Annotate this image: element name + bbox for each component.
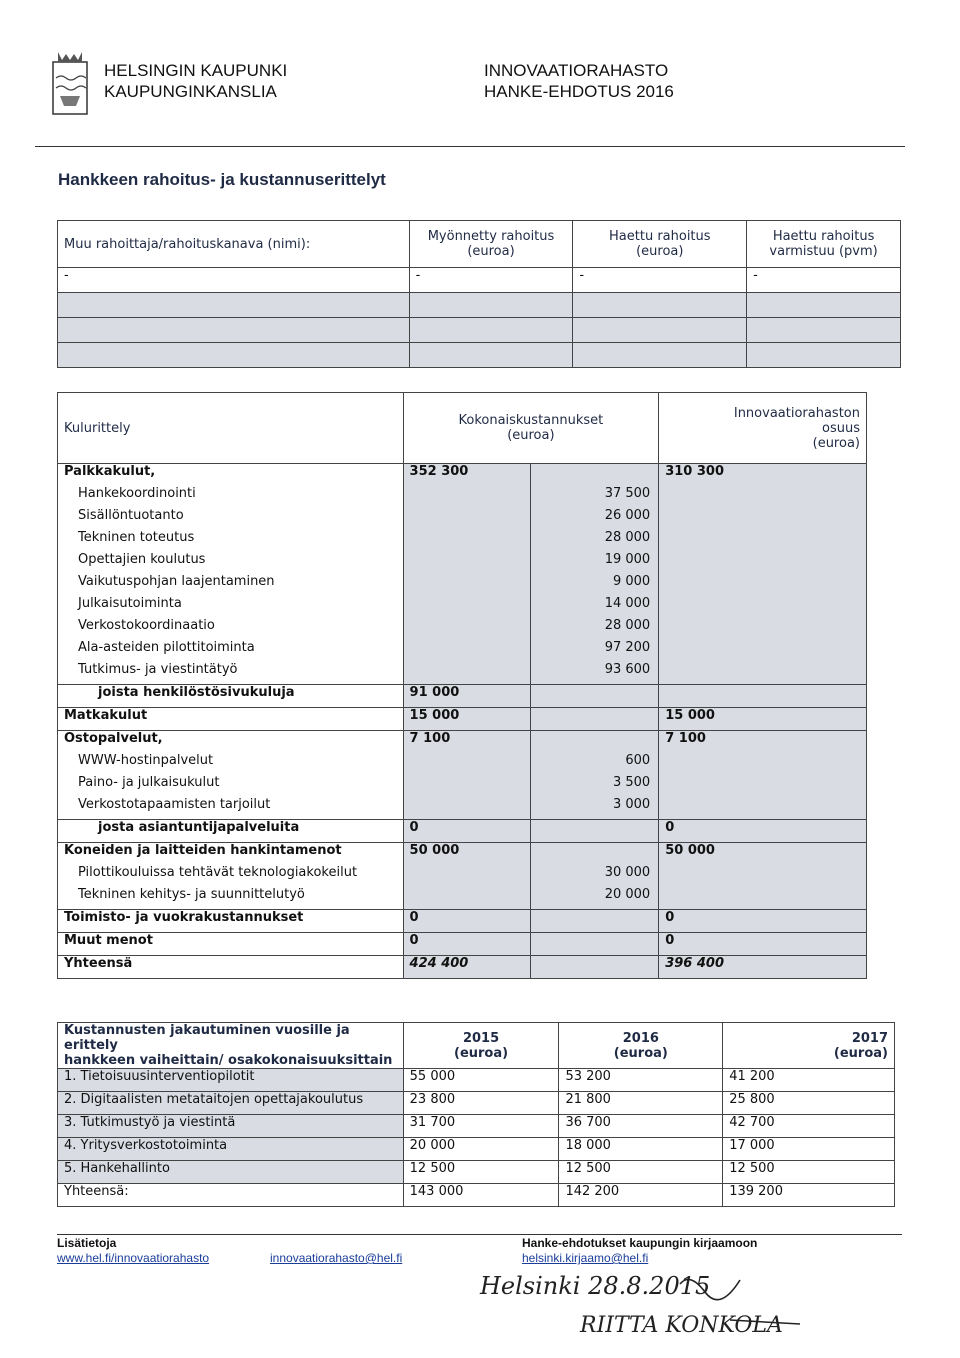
cost-total <box>403 797 531 820</box>
funding-cell: - <box>409 268 573 293</box>
cost-share: 310 300 <box>659 464 867 487</box>
cost-total <box>403 574 531 596</box>
email-link[interactable]: innovaatiorahasto@hel.fi <box>270 1251 403 1265</box>
funding-cell <box>573 293 747 318</box>
cost-subitem <box>531 731 659 754</box>
cost-total <box>403 530 531 552</box>
cost-row <box>58 574 867 596</box>
cost-subitem <box>531 933 659 956</box>
funding-cell <box>747 343 901 368</box>
yearly-value: 42 700 <box>723 1115 895 1138</box>
helsinki-crest-icon <box>52 48 88 118</box>
org-name: HELSINGIN KAUPUNKI KAUPUNGINKANSLIA <box>104 61 288 101</box>
yearly-value: 12 500 <box>559 1161 723 1184</box>
cost-row <box>58 640 867 662</box>
cost-row <box>58 685 867 708</box>
cost-label: Hankekoordinointi <box>58 486 404 508</box>
cost-label: josta asiantuntijapalveluita <box>58 820 404 843</box>
cost-total <box>403 887 531 910</box>
cost-label: Toimisto- ja vuokrakustannukset <box>58 910 404 933</box>
cost-label: Tutkimus- ja viestintätyö <box>58 662 404 685</box>
cost-share: 50 000 <box>659 843 867 866</box>
cost-subitem: 30 000 <box>531 865 659 887</box>
cost-share <box>659 596 867 618</box>
cost-total <box>403 775 531 797</box>
cost-subitem: 37 500 <box>531 486 659 508</box>
page-title: Hankkeen rahoitus- ja kustannuserittelyt <box>58 170 386 189</box>
year-header: 2017 (euroa) <box>723 1023 895 1069</box>
year-header: 2015 (euroa) <box>403 1023 559 1069</box>
svg-text:Helsinki 28.8.2015: Helsinki 28.8.2015 <box>480 1272 711 1300</box>
funding-row <box>58 293 901 318</box>
funding-cell <box>747 318 901 343</box>
yearly-value: 17 000 <box>723 1138 895 1161</box>
cost-subitem: 14 000 <box>531 596 659 618</box>
cost-row <box>58 464 867 487</box>
yearly-value: 139 200 <box>723 1184 895 1207</box>
registry-email-link[interactable]: helsinki.kirjaamo@hel.fi <box>522 1251 649 1265</box>
cost-share <box>659 530 867 552</box>
yearly-value: 18 000 <box>559 1138 723 1161</box>
funding-cell: - <box>573 268 747 293</box>
svg-text:RIITTA KONKOLA: RIITTA KONKOLA <box>580 1313 783 1338</box>
funding-cell <box>747 293 901 318</box>
cost-share <box>659 508 867 530</box>
cost-share: 7 100 <box>659 731 867 754</box>
cost-total: 7 100 <box>403 731 531 754</box>
yearly-distribution-table <box>57 1022 895 1207</box>
doc-type: INNOVAATIORAHASTO HANKE-EHDOTUS 2016 <box>484 61 674 101</box>
cost-label: Verkostokoordinaatio <box>58 618 404 640</box>
cost-share <box>659 574 867 596</box>
yearly-value: 23 800 <box>403 1092 559 1115</box>
cost-total: 50 000 <box>403 843 531 866</box>
cost-row <box>58 887 867 910</box>
cost-subitem: 3 000 <box>531 797 659 820</box>
funding-table <box>57 220 901 368</box>
yearly-value: 25 800 <box>723 1092 895 1115</box>
cost-label: Sisällöntuotanto <box>58 508 404 530</box>
yearly-label: 5. Hankehallinto <box>58 1161 404 1184</box>
cost-total <box>403 596 531 618</box>
cost-header-share: Innovaatiorahaston osuus (euroa) <box>659 393 867 464</box>
cost-subitem <box>531 464 659 487</box>
cost-total <box>403 640 531 662</box>
cost-share <box>659 640 867 662</box>
cost-subitem <box>531 820 659 843</box>
funding-cell <box>58 343 410 368</box>
cost-row <box>58 508 867 530</box>
cost-subitem: 20 000 <box>531 887 659 910</box>
cost-row <box>58 865 867 887</box>
cost-total: 0 <box>403 820 531 843</box>
cost-subitem: 97 200 <box>531 640 659 662</box>
cost-subitem <box>531 685 659 708</box>
cost-subitem: 93 600 <box>531 662 659 685</box>
cost-share <box>659 486 867 508</box>
yearly-header-label: Kustannusten jakautuminen vuosille ja erittely hankkeen vaiheittain/ osakokonaisuuksittain <box>58 1023 404 1069</box>
funding-header-cell: Muu rahoittaja/rahoituskanava (nimi): <box>58 221 410 268</box>
cost-subitem <box>531 956 659 979</box>
footer-right-title: Hanke-ehdotukset kaupungin kirjaamoon <box>522 1236 758 1250</box>
cost-total <box>403 552 531 574</box>
yearly-value: 36 700 <box>559 1115 723 1138</box>
yearly-label: 1. Tietoisuusinterventiopilotit <box>58 1069 404 1092</box>
yearly-row <box>58 1115 895 1138</box>
yearly-value: 20 000 <box>403 1138 559 1161</box>
cost-label: Verkostotapaamisten tarjoilut <box>58 797 404 820</box>
cost-share <box>659 685 867 708</box>
cost-subitem: 600 <box>531 753 659 775</box>
cost-header-row <box>58 393 867 464</box>
cost-row <box>58 933 867 956</box>
cost-share <box>659 753 867 775</box>
yearly-row <box>58 1138 895 1161</box>
yearly-row <box>58 1092 895 1115</box>
cost-label: Matkakulut <box>58 708 404 731</box>
cost-label: Tekninen toteutus <box>58 530 404 552</box>
funding-row <box>58 268 901 293</box>
cost-row <box>58 843 867 866</box>
cost-subitem: 26 000 <box>531 508 659 530</box>
yearly-value: 143 000 <box>403 1184 559 1207</box>
funding-header-cell: Haettu rahoitus (euroa) <box>573 221 747 268</box>
cost-label: joista henkilöstösivukuluja <box>58 685 404 708</box>
yearly-value: 12 500 <box>723 1161 895 1184</box>
handwritten-signature <box>470 1262 850 1342</box>
cost-row <box>58 486 867 508</box>
cost-total <box>403 486 531 508</box>
cost-share <box>659 865 867 887</box>
cost-total: 0 <box>403 910 531 933</box>
yearly-value: 53 200 <box>559 1069 723 1092</box>
funding-cell: - <box>747 268 901 293</box>
cost-total: 15 000 <box>403 708 531 731</box>
cost-share <box>659 775 867 797</box>
yearly-header-row <box>58 1023 895 1069</box>
website-link[interactable]: www.hel.fi/innovaatiorahasto <box>57 1251 210 1265</box>
cost-subitem: 28 000 <box>531 618 659 640</box>
cost-share <box>659 618 867 640</box>
footer-divider <box>57 1234 902 1235</box>
cost-total <box>403 662 531 685</box>
cost-total <box>403 753 531 775</box>
cost-total: 0 <box>403 933 531 956</box>
cost-total <box>403 865 531 887</box>
funding-cell <box>409 293 573 318</box>
cost-subitem: 28 000 <box>531 530 659 552</box>
yearly-label: 3. Tutkimustyö ja viestintä <box>58 1115 404 1138</box>
funding-header-cell: Haettu rahoitus varmistuu (pvm) <box>747 221 901 268</box>
yearly-row <box>58 1161 895 1184</box>
yearly-value: 12 500 <box>403 1161 559 1184</box>
header-divider <box>35 146 905 147</box>
yearly-value: 142 200 <box>559 1184 723 1207</box>
cost-label: Ostopalvelut, <box>58 731 404 754</box>
yearly-row <box>58 1184 895 1207</box>
yearly-row <box>58 1069 895 1092</box>
cost-row <box>58 775 867 797</box>
cost-row <box>58 530 867 552</box>
cost-total: 424 400 <box>403 956 531 979</box>
cost-total <box>403 508 531 530</box>
cost-label: WWW-hostinpalvelut <box>58 753 404 775</box>
cost-row <box>58 618 867 640</box>
funding-cell: - <box>58 268 410 293</box>
cost-total: 352 300 <box>403 464 531 487</box>
cost-breakdown-table <box>57 392 867 979</box>
yearly-value: 31 700 <box>403 1115 559 1138</box>
cost-total <box>403 618 531 640</box>
cost-row <box>58 910 867 933</box>
cost-share: 0 <box>659 910 867 933</box>
yearly-label: 4. Yritysverkostotoiminta <box>58 1138 404 1161</box>
cost-share: 0 <box>659 933 867 956</box>
funding-header-cell: Myönnetty rahoitus (euroa) <box>409 221 573 268</box>
cost-row <box>58 662 867 685</box>
cost-share <box>659 662 867 685</box>
cost-header-total: Kokonaiskustannukset (euroa) <box>403 393 659 464</box>
footer-left-title: Lisätietoja <box>57 1236 117 1250</box>
funding-cell <box>573 318 747 343</box>
cost-label: Palkkakulut, <box>58 464 404 487</box>
cost-share: 0 <box>659 820 867 843</box>
funding-cell <box>58 293 410 318</box>
funding-header-row <box>58 221 901 268</box>
cost-label: Paino- ja julkaisukulut <box>58 775 404 797</box>
cost-subitem <box>531 708 659 731</box>
cost-share <box>659 797 867 820</box>
cost-row <box>58 820 867 843</box>
cost-share <box>659 887 867 910</box>
funding-cell <box>409 318 573 343</box>
cost-label: Muut menot <box>58 933 404 956</box>
cost-share <box>659 552 867 574</box>
cost-subitem: 9 000 <box>531 574 659 596</box>
yearly-label: 2. Digitaalisten metataitojen opettajakoulutus <box>58 1092 404 1115</box>
cost-row <box>58 596 867 618</box>
yearly-value: 41 200 <box>723 1069 895 1092</box>
funding-cell <box>409 343 573 368</box>
year-header: 2016 (euroa) <box>559 1023 723 1069</box>
cost-label: Ala-asteiden pilottitoiminta <box>58 640 404 662</box>
cost-header-label: Kulurittely <box>58 393 404 464</box>
cost-subitem: 19 000 <box>531 552 659 574</box>
yearly-value: 55 000 <box>403 1069 559 1092</box>
cost-subitem <box>531 910 659 933</box>
cost-label: Koneiden ja laitteiden hankintamenot <box>58 843 404 866</box>
cost-share: 15 000 <box>659 708 867 731</box>
cost-label: Vaikutuspohjan laajentaminen <box>58 574 404 596</box>
cost-row <box>58 552 867 574</box>
cost-total: 91 000 <box>403 685 531 708</box>
funding-cell <box>58 318 410 343</box>
cost-label: Yhteensä <box>58 956 404 979</box>
yearly-value: 21 800 <box>559 1092 723 1115</box>
cost-share: 396 400 <box>659 956 867 979</box>
cost-row <box>58 956 867 979</box>
cost-label: Opettajien koulutus <box>58 552 404 574</box>
cost-subitem <box>531 843 659 866</box>
cost-row <box>58 731 867 754</box>
cost-label: Tekninen kehitys- ja suunnittelutyö <box>58 887 404 910</box>
cost-row <box>58 753 867 775</box>
funding-row <box>58 343 901 368</box>
cost-row <box>58 797 867 820</box>
yearly-label: Yhteensä: <box>58 1184 404 1207</box>
funding-cell <box>573 343 747 368</box>
cost-label: Julkaisutoiminta <box>58 596 404 618</box>
funding-row <box>58 318 901 343</box>
cost-row <box>58 708 867 731</box>
cost-label: Pilottikouluissa tehtävät teknologiakokeilut <box>58 865 404 887</box>
cost-subitem: 3 500 <box>531 775 659 797</box>
